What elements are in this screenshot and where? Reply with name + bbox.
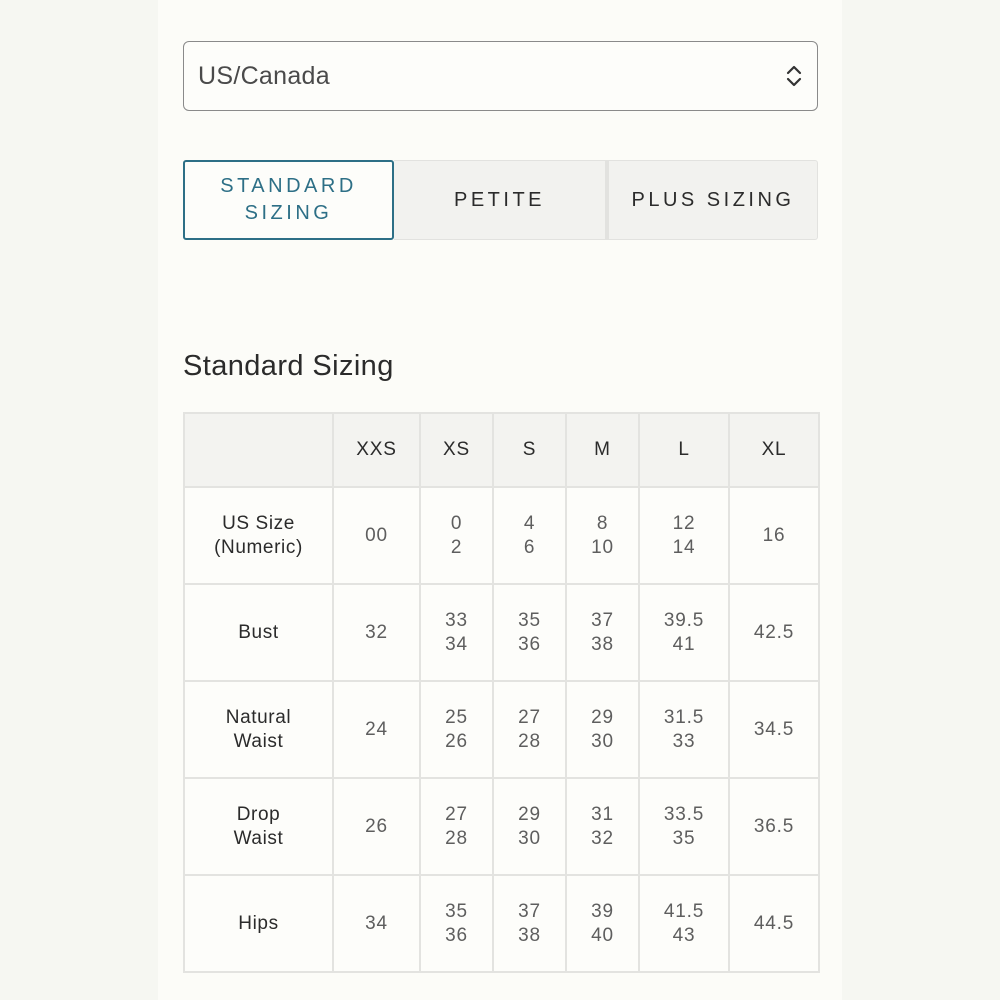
region-select-value: US/Canada <box>198 61 330 90</box>
row-label-line: (Numeric) <box>214 536 303 558</box>
cell-value: 27 <box>445 803 468 825</box>
table-cell <box>639 875 729 972</box>
table-row <box>184 681 819 778</box>
tab-label: PLUS SIZING <box>631 188 795 211</box>
cell-value: 10 <box>591 536 614 558</box>
cell-value: 37 <box>518 900 541 922</box>
table-cell <box>566 875 639 972</box>
table-cell <box>566 778 639 875</box>
row-label <box>184 487 333 584</box>
section-title: Standard Sizing <box>183 350 394 382</box>
table-row <box>184 487 819 584</box>
cell-value: 35 <box>518 609 541 631</box>
row-label <box>184 778 333 875</box>
table-cell <box>729 487 819 584</box>
row-label <box>184 681 333 778</box>
table-cell <box>420 487 493 584</box>
cell-value: 8 <box>596 512 609 534</box>
tab-petite[interactable] <box>394 160 606 240</box>
row-label <box>184 875 333 972</box>
cell-value: 0 <box>450 512 463 534</box>
tab-label: PETITE <box>453 188 545 211</box>
cell-value: 38 <box>591 633 614 655</box>
cell-value: 30 <box>518 827 541 849</box>
cell-value: 26 <box>445 730 468 752</box>
cell-value: 42.5 <box>753 621 795 643</box>
cell-value: 28 <box>518 730 541 752</box>
table-cell <box>333 487 420 584</box>
cell-value: 33 <box>672 730 696 752</box>
table-cell <box>566 584 639 681</box>
cell-value: 12 <box>672 512 696 534</box>
cell-value: 4 <box>523 512 536 534</box>
cell-value: 14 <box>672 536 696 558</box>
column-header: S <box>493 413 566 487</box>
table-cell <box>333 584 420 681</box>
table-cell <box>729 875 819 972</box>
cell-value: 43 <box>672 924 696 946</box>
column-header: M <box>566 413 639 487</box>
sizing-tabs <box>183 160 818 240</box>
cell-value: 32 <box>591 827 614 849</box>
tab-standard-sizing[interactable] <box>183 160 394 240</box>
table-cell <box>333 681 420 778</box>
cell-value: 31.5 <box>663 706 705 728</box>
column-header: L <box>639 413 729 487</box>
table-cell <box>333 875 420 972</box>
cell-value: 39 <box>591 900 614 922</box>
table-row <box>184 875 819 972</box>
cell-value: 39.5 <box>663 609 705 631</box>
cell-value: 31 <box>591 803 614 825</box>
row-label-line: Waist <box>233 730 284 752</box>
tab-label-line: STANDARD <box>220 175 357 197</box>
table-header-row <box>184 413 819 487</box>
table-cell <box>639 487 729 584</box>
cell-value: 36.5 <box>753 815 795 837</box>
table-cell <box>639 681 729 778</box>
cell-value: 34 <box>445 633 468 655</box>
cell-value: 2 <box>450 536 463 558</box>
table-cell <box>493 487 566 584</box>
cell-value: 25 <box>445 706 468 728</box>
cell-value: 36 <box>445 924 468 946</box>
table-cell <box>493 584 566 681</box>
table-corner-cell <box>184 413 333 487</box>
column-header: XS <box>420 413 493 487</box>
size-chart-table <box>183 412 820 973</box>
table-cell <box>729 681 819 778</box>
column-header: XL <box>729 413 819 487</box>
table-cell <box>333 778 420 875</box>
cell-value: 35 <box>672 827 696 849</box>
row-label <box>184 584 333 681</box>
cell-value: 36 <box>518 633 541 655</box>
cell-value: 24 <box>365 718 388 740</box>
table-cell <box>493 875 566 972</box>
cell-value: 32 <box>365 621 388 643</box>
table-row <box>184 584 819 681</box>
cell-value: 41.5 <box>663 900 705 922</box>
table-cell <box>639 778 729 875</box>
chevron-up-down-icon <box>785 63 803 89</box>
cell-value: 6 <box>523 536 536 558</box>
cell-value: 41 <box>672 633 696 655</box>
cell-value: 29 <box>518 803 541 825</box>
tab-plus-sizing[interactable] <box>606 160 818 240</box>
row-label-line: Bust <box>238 621 279 643</box>
table-cell <box>493 778 566 875</box>
cell-value: 37 <box>591 609 614 631</box>
cell-value: 29 <box>591 706 614 728</box>
cell-value: 30 <box>591 730 614 752</box>
cell-value: 34.5 <box>753 718 795 740</box>
table-row <box>184 778 819 875</box>
cell-value: 35 <box>445 900 468 922</box>
cell-value: 28 <box>445 827 468 849</box>
row-label-line: Waist <box>233 827 284 849</box>
cell-value: 16 <box>762 524 786 546</box>
cell-value: 40 <box>591 924 614 946</box>
cell-value: 44.5 <box>753 912 795 934</box>
table-cell <box>729 584 819 681</box>
cell-value: 00 <box>365 524 388 546</box>
table-cell <box>420 778 493 875</box>
cell-value: 33.5 <box>663 803 705 825</box>
row-label-line: Natural <box>225 706 292 728</box>
tab-label-line: SIZING <box>244 202 333 224</box>
row-label-line: Hips <box>238 912 279 934</box>
row-label-line: US Size <box>222 512 295 534</box>
table-cell <box>639 584 729 681</box>
table-cell <box>420 875 493 972</box>
row-label-line: Drop <box>236 803 281 825</box>
table-cell <box>420 584 493 681</box>
table-cell <box>566 681 639 778</box>
region-select[interactable] <box>183 41 818 111</box>
cell-value: 33 <box>445 609 468 631</box>
table-cell <box>493 681 566 778</box>
cell-value: 27 <box>518 706 541 728</box>
table-cell <box>420 681 493 778</box>
cell-value: 26 <box>365 815 388 837</box>
table-cell <box>729 778 819 875</box>
cell-value: 34 <box>365 912 388 934</box>
cell-value: 38 <box>518 924 541 946</box>
table-cell <box>566 487 639 584</box>
column-header: XXS <box>333 413 420 487</box>
